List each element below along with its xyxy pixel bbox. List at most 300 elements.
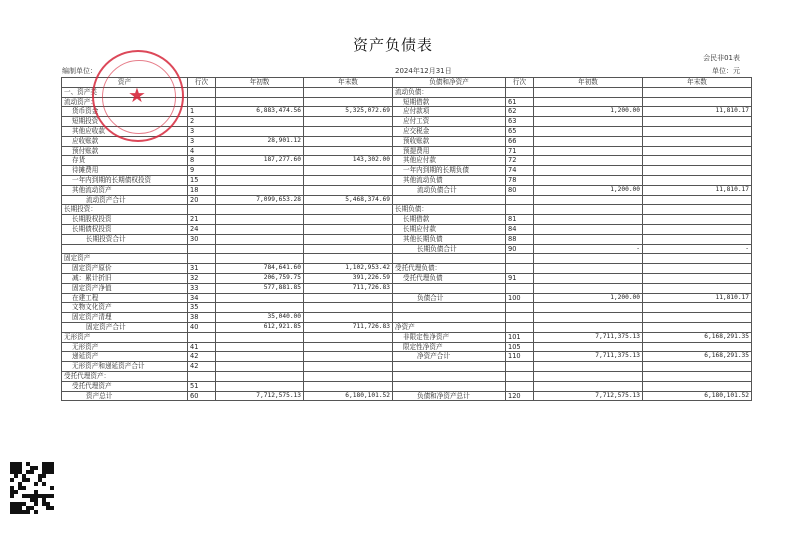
liability-line-no-cell [506, 303, 534, 313]
asset-begin-cell [216, 342, 304, 352]
table-row [62, 254, 752, 264]
liability-line-no-cell: 88 [506, 234, 534, 244]
liability-end-cell [643, 362, 752, 372]
asset-item-cell: 其他流动资产 [62, 185, 188, 195]
liability-end-cell [643, 215, 752, 225]
asset-item-cell: 存货 [62, 156, 188, 166]
asset-line-no-cell: 3 [188, 126, 216, 136]
liability-end-cell [643, 126, 752, 136]
liability-line-no-cell: 65 [506, 126, 534, 136]
liability-end-cell [643, 136, 752, 146]
liability-item-cell: 应交税金 [393, 126, 506, 136]
asset-line-no-cell: 35 [188, 303, 216, 313]
liability-item-cell: 受托代理负债 [393, 273, 506, 283]
asset-begin-cell: 612,921.85 [216, 322, 304, 332]
asset-begin-cell: 577,881.85 [216, 283, 304, 293]
asset-line-no-cell: 40 [188, 322, 216, 332]
liability-item-cell: 净资产 [393, 322, 506, 332]
liability-end-cell [643, 166, 752, 176]
asset-end-cell: 391,226.59 [304, 273, 393, 283]
report-date: 2024年12月31日 [395, 67, 452, 75]
liability-line-no-cell: 84 [506, 224, 534, 234]
liability-end-cell [643, 224, 752, 234]
asset-line-no-cell [188, 371, 216, 381]
liability-end-cell [643, 381, 752, 391]
table-body [62, 87, 752, 401]
asset-end-cell [304, 146, 393, 156]
asset-line-no-cell [188, 254, 216, 264]
asset-line-no-cell: 21 [188, 215, 216, 225]
liability-begin-cell [534, 283, 643, 293]
liability-item-cell [393, 371, 506, 381]
liability-line-no-cell: 120 [506, 391, 534, 401]
asset-end-cell [304, 87, 393, 97]
asset-line-no-cell: 4 [188, 146, 216, 156]
asset-item-cell: 文物文化资产 [62, 303, 188, 313]
asset-end-cell [304, 362, 393, 372]
asset-begin-cell [216, 126, 304, 136]
asset-begin-cell [216, 303, 304, 313]
asset-line-no-cell: 60 [188, 391, 216, 401]
asset-begin-cell [216, 117, 304, 127]
table-row [62, 332, 752, 342]
liability-begin-cell [534, 156, 643, 166]
form-code: 会民非01表 [703, 54, 740, 62]
asset-line-no-cell: 33 [188, 283, 216, 293]
asset-end-cell [304, 332, 393, 342]
liability-item-cell: 其他流动负债 [393, 175, 506, 185]
liability-item-cell [393, 381, 506, 391]
header-begin-right: 年初数 [534, 78, 643, 88]
liability-item-cell: 应付款项 [393, 107, 506, 117]
liability-item-cell: 负债和净资产总计 [393, 391, 506, 401]
asset-begin-cell [216, 293, 304, 303]
asset-end-cell: 711,726.83 [304, 283, 393, 293]
liability-line-no-cell [506, 313, 534, 323]
asset-line-no-cell: 18 [188, 185, 216, 195]
liability-begin-cell [534, 313, 643, 323]
liability-end-cell [643, 234, 752, 244]
liability-line-no-cell [506, 254, 534, 264]
liability-item-cell [393, 283, 506, 293]
header-asset: 资产 [62, 78, 188, 88]
asset-line-no-cell: 8 [188, 156, 216, 166]
asset-item-cell: 固定资产清理 [62, 313, 188, 323]
liability-item-cell: 预提费用 [393, 146, 506, 156]
org-label: 编制单位： [62, 67, 97, 75]
liability-begin-cell [534, 381, 643, 391]
liability-begin-cell [534, 273, 643, 283]
asset-end-cell: 5,468,374.69 [304, 195, 393, 205]
star-icon: ★ [128, 83, 146, 107]
asset-begin-cell [216, 175, 304, 185]
liability-end-cell [643, 205, 752, 215]
header-line-no: 行次 [188, 78, 216, 88]
asset-item-cell: 固定资产净值 [62, 283, 188, 293]
table-row [62, 362, 752, 372]
table-row [62, 313, 752, 323]
table-row [62, 166, 752, 176]
asset-item-cell: 受托代理资产： [62, 371, 188, 381]
liability-begin-cell [534, 371, 643, 381]
liability-end-cell [643, 146, 752, 156]
asset-end-cell: 711,726.83 [304, 322, 393, 332]
liability-item-cell: 应付工资 [393, 117, 506, 127]
liability-begin-cell [534, 175, 643, 185]
liability-begin-cell: 7,711,375.13 [534, 352, 643, 362]
liability-begin-cell [534, 87, 643, 97]
asset-begin-cell: 28,901.12 [216, 136, 304, 146]
liability-begin-cell [534, 146, 643, 156]
liability-line-no-cell: 90 [506, 244, 534, 254]
asset-end-cell [304, 117, 393, 127]
liability-end-cell [643, 254, 752, 264]
table-row [62, 244, 752, 254]
liability-end-cell [643, 313, 752, 323]
asset-line-no-cell: 2 [188, 117, 216, 127]
table-row [62, 293, 752, 303]
asset-item-cell: 减：累计折旧 [62, 273, 188, 283]
asset-end-cell: 6,180,101.52 [304, 391, 393, 401]
asset-end-cell [304, 303, 393, 313]
table-row [62, 391, 752, 401]
liability-line-no-cell: 101 [506, 332, 534, 342]
asset-line-no-cell [188, 97, 216, 107]
liability-end-cell [643, 322, 752, 332]
asset-line-no-cell: 42 [188, 352, 216, 362]
liability-begin-cell [534, 195, 643, 205]
liability-line-no-cell: 62 [506, 107, 534, 117]
asset-end-cell [304, 126, 393, 136]
liability-item-cell: 限定性净资产 [393, 342, 506, 352]
liability-end-cell [643, 303, 752, 313]
liability-line-no-cell: 110 [506, 352, 534, 362]
liability-line-no-cell [506, 381, 534, 391]
asset-end-cell [304, 234, 393, 244]
asset-begin-cell: 7,099,653.28 [216, 195, 304, 205]
asset-end-cell: 1,102,953.42 [304, 264, 393, 274]
table-row [62, 195, 752, 205]
asset-begin-cell [216, 185, 304, 195]
asset-item-cell: 短期投资 [62, 117, 188, 127]
asset-item-cell: 流动资产： [62, 97, 188, 107]
asset-end-cell [304, 244, 393, 254]
liability-end-cell: 6,168,291.35 [643, 332, 752, 342]
asset-item-cell: 无形资产 [62, 342, 188, 352]
asset-end-cell [304, 342, 393, 352]
qr-code-icon [10, 462, 54, 514]
asset-end-cell: 5,325,072.69 [304, 107, 393, 117]
liability-end-cell: 11,810.17 [643, 107, 752, 117]
liability-line-no-cell [506, 362, 534, 372]
asset-line-no-cell: 41 [188, 342, 216, 352]
asset-item-cell: 货币资金 [62, 107, 188, 117]
asset-item-cell: 受托代理资产 [62, 381, 188, 391]
liability-end-cell [643, 175, 752, 185]
table-row [62, 146, 752, 156]
liability-item-cell: 长期负债： [393, 205, 506, 215]
header-end: 年末数 [304, 78, 393, 88]
liability-item-cell: 长期负债合计 [393, 244, 506, 254]
liability-item-cell: 长期借款 [393, 215, 506, 225]
asset-line-no-cell: 20 [188, 195, 216, 205]
liability-line-no-cell [506, 205, 534, 215]
liability-line-no-cell [506, 195, 534, 205]
asset-item-cell: 资产总计 [62, 391, 188, 401]
liability-begin-cell [534, 322, 643, 332]
asset-begin-cell [216, 332, 304, 342]
liability-end-cell: 11,810.17 [643, 185, 752, 195]
table-row [62, 273, 752, 283]
asset-begin-cell: 784,641.60 [216, 264, 304, 274]
liability-line-no-cell: 61 [506, 97, 534, 107]
table-row [62, 136, 752, 146]
asset-line-no-cell: 15 [188, 175, 216, 185]
asset-line-no-cell [188, 332, 216, 342]
liability-end-cell [643, 195, 752, 205]
asset-begin-cell: 206,759.75 [216, 273, 304, 283]
liability-end-cell: 11,810.17 [643, 293, 752, 303]
table-row [62, 156, 752, 166]
liability-item-cell: 其他应付款 [393, 156, 506, 166]
liability-begin-cell: 7,711,375.13 [534, 332, 643, 342]
table-row [62, 224, 752, 234]
asset-line-no-cell: 3 [188, 136, 216, 146]
asset-item-cell: 预付账款 [62, 146, 188, 156]
asset-item-cell: 待摊费用 [62, 166, 188, 176]
liability-line-no-cell: 72 [506, 156, 534, 166]
asset-line-no-cell [188, 205, 216, 215]
liability-end-cell [643, 156, 752, 166]
asset-item-cell: 在建工程 [62, 293, 188, 303]
liability-begin-cell [534, 215, 643, 225]
liability-end-cell [643, 342, 752, 352]
header-liability: 负债和净资产 [393, 78, 506, 88]
liability-line-no-cell: 80 [506, 185, 534, 195]
liability-end-cell: - [643, 244, 752, 254]
asset-item-cell: 应收账款 [62, 136, 188, 146]
asset-end-cell: 143,302.00 [304, 156, 393, 166]
liability-end-cell [643, 264, 752, 274]
asset-begin-cell [216, 352, 304, 362]
liability-item-cell: 长期应付款 [393, 224, 506, 234]
liability-end-cell [643, 283, 752, 293]
liability-item-cell: 其他长期负债 [393, 234, 506, 244]
asset-end-cell [304, 97, 393, 107]
asset-begin-cell [216, 205, 304, 215]
table-row [62, 303, 752, 313]
asset-item-cell: 一、资产类 [62, 87, 188, 97]
liability-line-no-cell [506, 264, 534, 274]
liability-item-cell [393, 313, 506, 323]
asset-line-no-cell: 30 [188, 234, 216, 244]
table-row [62, 283, 752, 293]
asset-begin-cell [216, 87, 304, 97]
asset-item-cell: 递延资产 [62, 352, 188, 362]
asset-line-no-cell: 32 [188, 273, 216, 283]
table-row [62, 175, 752, 185]
liability-begin-cell [534, 303, 643, 313]
asset-begin-cell [216, 371, 304, 381]
asset-begin-cell [216, 166, 304, 176]
asset-line-no-cell: 1 [188, 107, 216, 117]
liability-begin-cell: 7,712,575.13 [534, 391, 643, 401]
asset-begin-cell [216, 254, 304, 264]
liability-item-cell [393, 254, 506, 264]
liability-end-cell: 6,168,291.35 [643, 352, 752, 362]
header-begin: 年初数 [216, 78, 304, 88]
liability-begin-cell [534, 166, 643, 176]
header-line-no-right: 行次 [506, 78, 534, 88]
liability-item-cell: 负债合计 [393, 293, 506, 303]
liability-line-no-cell [506, 371, 534, 381]
liability-end-cell: 6,180,101.52 [643, 391, 752, 401]
table-row [62, 234, 752, 244]
asset-item-cell: 无形资产 [62, 332, 188, 342]
asset-line-no-cell: 34 [188, 293, 216, 303]
liability-line-no-cell: 74 [506, 166, 534, 176]
asset-begin-cell [216, 224, 304, 234]
asset-item-cell [62, 244, 188, 254]
asset-begin-cell [216, 244, 304, 254]
unit-label: 单位：元 [712, 67, 740, 75]
asset-line-no-cell [188, 244, 216, 254]
asset-end-cell [304, 224, 393, 234]
liability-line-no-cell: 71 [506, 146, 534, 156]
liability-line-no-cell: 63 [506, 117, 534, 127]
liability-item-cell [393, 362, 506, 372]
asset-end-cell [304, 381, 393, 391]
asset-end-cell [304, 166, 393, 176]
table-row [62, 215, 752, 225]
asset-end-cell [304, 254, 393, 264]
liability-line-no-cell: 105 [506, 342, 534, 352]
liability-line-no-cell [506, 322, 534, 332]
liability-line-no-cell [506, 283, 534, 293]
asset-item-cell: 其他应收款 [62, 126, 188, 136]
table-row [62, 322, 752, 332]
liability-begin-cell [534, 264, 643, 274]
liability-end-cell [643, 117, 752, 127]
liability-line-no-cell: 66 [506, 136, 534, 146]
asset-item-cell: 长期股权投资 [62, 215, 188, 225]
liability-begin-cell [534, 224, 643, 234]
page-title: 资产负债表 [352, 36, 433, 54]
asset-item-cell: 无形资产和递延资产合计 [62, 362, 188, 372]
header-end-right: 年末数 [643, 78, 752, 88]
asset-line-no-cell: 51 [188, 381, 216, 391]
liability-item-cell [393, 195, 506, 205]
liability-item-cell: 一年内到期的长期负债 [393, 166, 506, 176]
asset-item-cell: 长期投资： [62, 205, 188, 215]
liability-begin-cell: 1,200.00 [534, 107, 643, 117]
liability-item-cell: 流动负债： [393, 87, 506, 97]
table-row [62, 264, 752, 274]
asset-line-no-cell: 38 [188, 313, 216, 323]
table-row [62, 371, 752, 381]
asset-begin-cell: 35,040.00 [216, 313, 304, 323]
asset-end-cell [304, 293, 393, 303]
asset-item-cell: 长期投资合计 [62, 234, 188, 244]
asset-item-cell: 固定资产合计 [62, 322, 188, 332]
asset-line-no-cell: 42 [188, 362, 216, 372]
asset-line-no-cell: 9 [188, 166, 216, 176]
asset-begin-cell [216, 234, 304, 244]
asset-begin-cell [216, 146, 304, 156]
liability-begin-cell: - [534, 244, 643, 254]
liability-begin-cell [534, 362, 643, 372]
liability-begin-cell: 1,200.00 [534, 293, 643, 303]
liability-item-cell: 非限定性净资产 [393, 332, 506, 342]
asset-end-cell [304, 205, 393, 215]
liability-begin-cell [534, 205, 643, 215]
table-row [62, 342, 752, 352]
liability-item-cell [393, 303, 506, 313]
asset-begin-cell [216, 97, 304, 107]
table-row [62, 185, 752, 195]
asset-begin-cell [216, 381, 304, 391]
liability-line-no-cell: 91 [506, 273, 534, 283]
asset-end-cell [304, 215, 393, 225]
asset-end-cell [304, 371, 393, 381]
liability-begin-cell [534, 342, 643, 352]
table-row [62, 205, 752, 215]
liability-end-cell [643, 97, 752, 107]
asset-item-cell: 固定资产原价 [62, 264, 188, 274]
liability-end-cell [643, 273, 752, 283]
liability-begin-cell [534, 117, 643, 127]
liability-begin-cell [534, 136, 643, 146]
liability-begin-cell [534, 234, 643, 244]
asset-end-cell [304, 185, 393, 195]
asset-end-cell [304, 175, 393, 185]
liability-begin-cell [534, 254, 643, 264]
liability-end-cell [643, 87, 752, 97]
liability-line-no-cell: 78 [506, 175, 534, 185]
liability-item-cell: 受托代理负债： [393, 264, 506, 274]
asset-begin-cell: 6,883,474.56 [216, 107, 304, 117]
liability-begin-cell: 1,200.00 [534, 185, 643, 195]
asset-begin-cell [216, 362, 304, 372]
official-seal [92, 50, 184, 142]
asset-line-no-cell: 24 [188, 224, 216, 234]
table-row [62, 381, 752, 391]
liability-item-cell: 短期借款 [393, 97, 506, 107]
asset-line-no-cell: 31 [188, 264, 216, 274]
asset-begin-cell: 7,712,575.13 [216, 391, 304, 401]
liability-line-no-cell: 81 [506, 215, 534, 225]
asset-end-cell [304, 136, 393, 146]
table-row [62, 352, 752, 362]
asset-end-cell [304, 313, 393, 323]
liability-line-no-cell: 100 [506, 293, 534, 303]
asset-begin-cell: 187,277.60 [216, 156, 304, 166]
liability-end-cell [643, 371, 752, 381]
asset-line-no-cell [188, 87, 216, 97]
asset-item-cell: 长期债权投资 [62, 224, 188, 234]
asset-item-cell: 流动资产合计 [62, 195, 188, 205]
liability-line-no-cell [506, 87, 534, 97]
liability-item-cell: 净资产合计 [393, 352, 506, 362]
asset-item-cell: 固定资产 [62, 254, 188, 264]
liability-begin-cell [534, 97, 643, 107]
asset-end-cell [304, 352, 393, 362]
asset-item-cell: 一年内到期的长期债权投资 [62, 175, 188, 185]
liability-begin-cell [534, 126, 643, 136]
liability-item-cell: 流动负债合计 [393, 185, 506, 195]
liability-item-cell: 预收账款 [393, 136, 506, 146]
asset-begin-cell [216, 215, 304, 225]
